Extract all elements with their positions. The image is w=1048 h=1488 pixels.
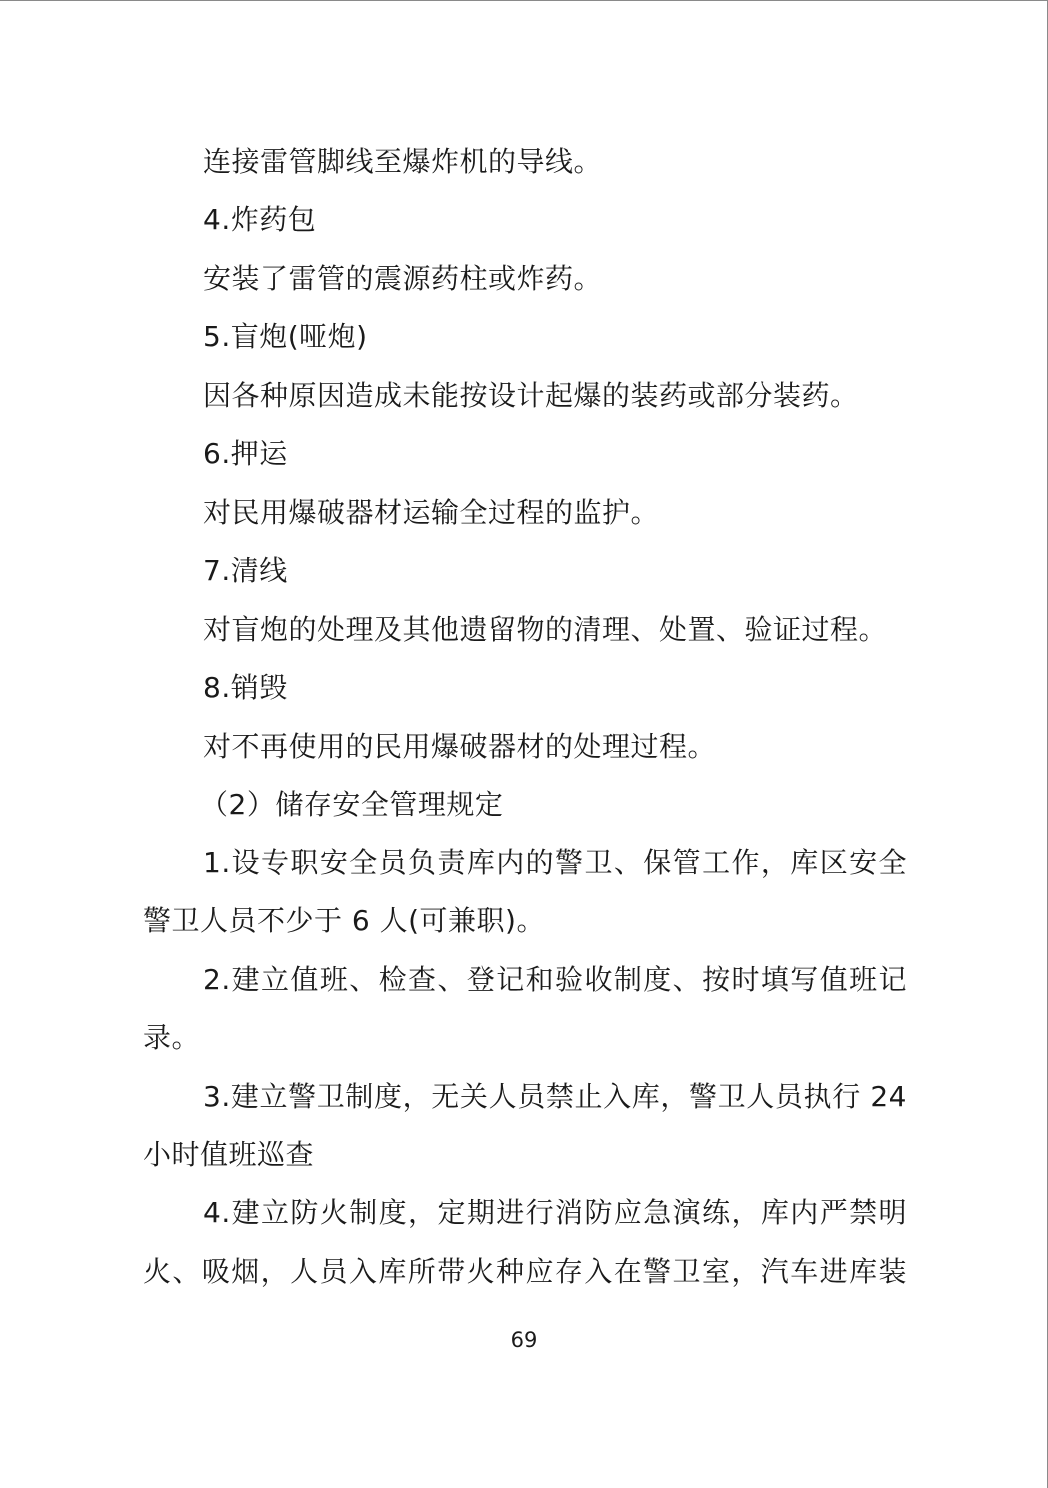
text-line: 对盲炮的处理及其他遗留物的清理、处置、验证过程。 bbox=[203, 613, 888, 646]
paragraph-line: 2.建立值班、检查、登记和验收制度、按时填写值班记 bbox=[203, 963, 907, 996]
subsection-heading: （2）储存安全管理规定 bbox=[200, 788, 504, 821]
text-line: 安装了雷管的震源药柱或炸药。 bbox=[203, 262, 603, 295]
text-line: 对民用爆破器材运输全过程的监护。 bbox=[203, 496, 660, 529]
page-border bbox=[0, 0, 1048, 1]
section-heading: 7.清线 bbox=[203, 554, 288, 587]
page-number: 69 bbox=[510, 1328, 538, 1352]
paragraph-line: 4.建立防火制度，定期进行消防应急演练，库内严禁明 bbox=[203, 1196, 907, 1229]
text-line: 连接雷管脚线至爆炸机的导线。 bbox=[203, 145, 603, 178]
paragraph-line: 3.建立警卫制度，无关人员禁止入库，警卫人员执行 24 bbox=[203, 1080, 907, 1113]
section-heading: 4.炸药包 bbox=[203, 203, 317, 236]
text-line: 因各种原因造成未能按设计起爆的装药或部分装药。 bbox=[203, 379, 859, 412]
section-heading: 6.押运 bbox=[203, 437, 288, 470]
text-line: 对不再使用的民用爆破器材的处理过程。 bbox=[203, 730, 717, 763]
paragraph-line: 小时值班巡查 bbox=[143, 1138, 315, 1171]
paragraph-line: 1.设专职安全员负责库内的警卫、保管工作，库区安全 bbox=[203, 846, 907, 879]
paragraph-line: 警卫人员不少于 6 人(可兼职)。 bbox=[143, 904, 545, 937]
paragraph-line: 录。 bbox=[143, 1021, 201, 1054]
paragraph-line: 火、吸烟，人员入库所带火种应存入在警卫室，汽车进库装 bbox=[143, 1255, 907, 1288]
section-heading: 5.盲炮(哑炮) bbox=[203, 320, 368, 353]
section-heading: 8.销毁 bbox=[203, 671, 288, 704]
